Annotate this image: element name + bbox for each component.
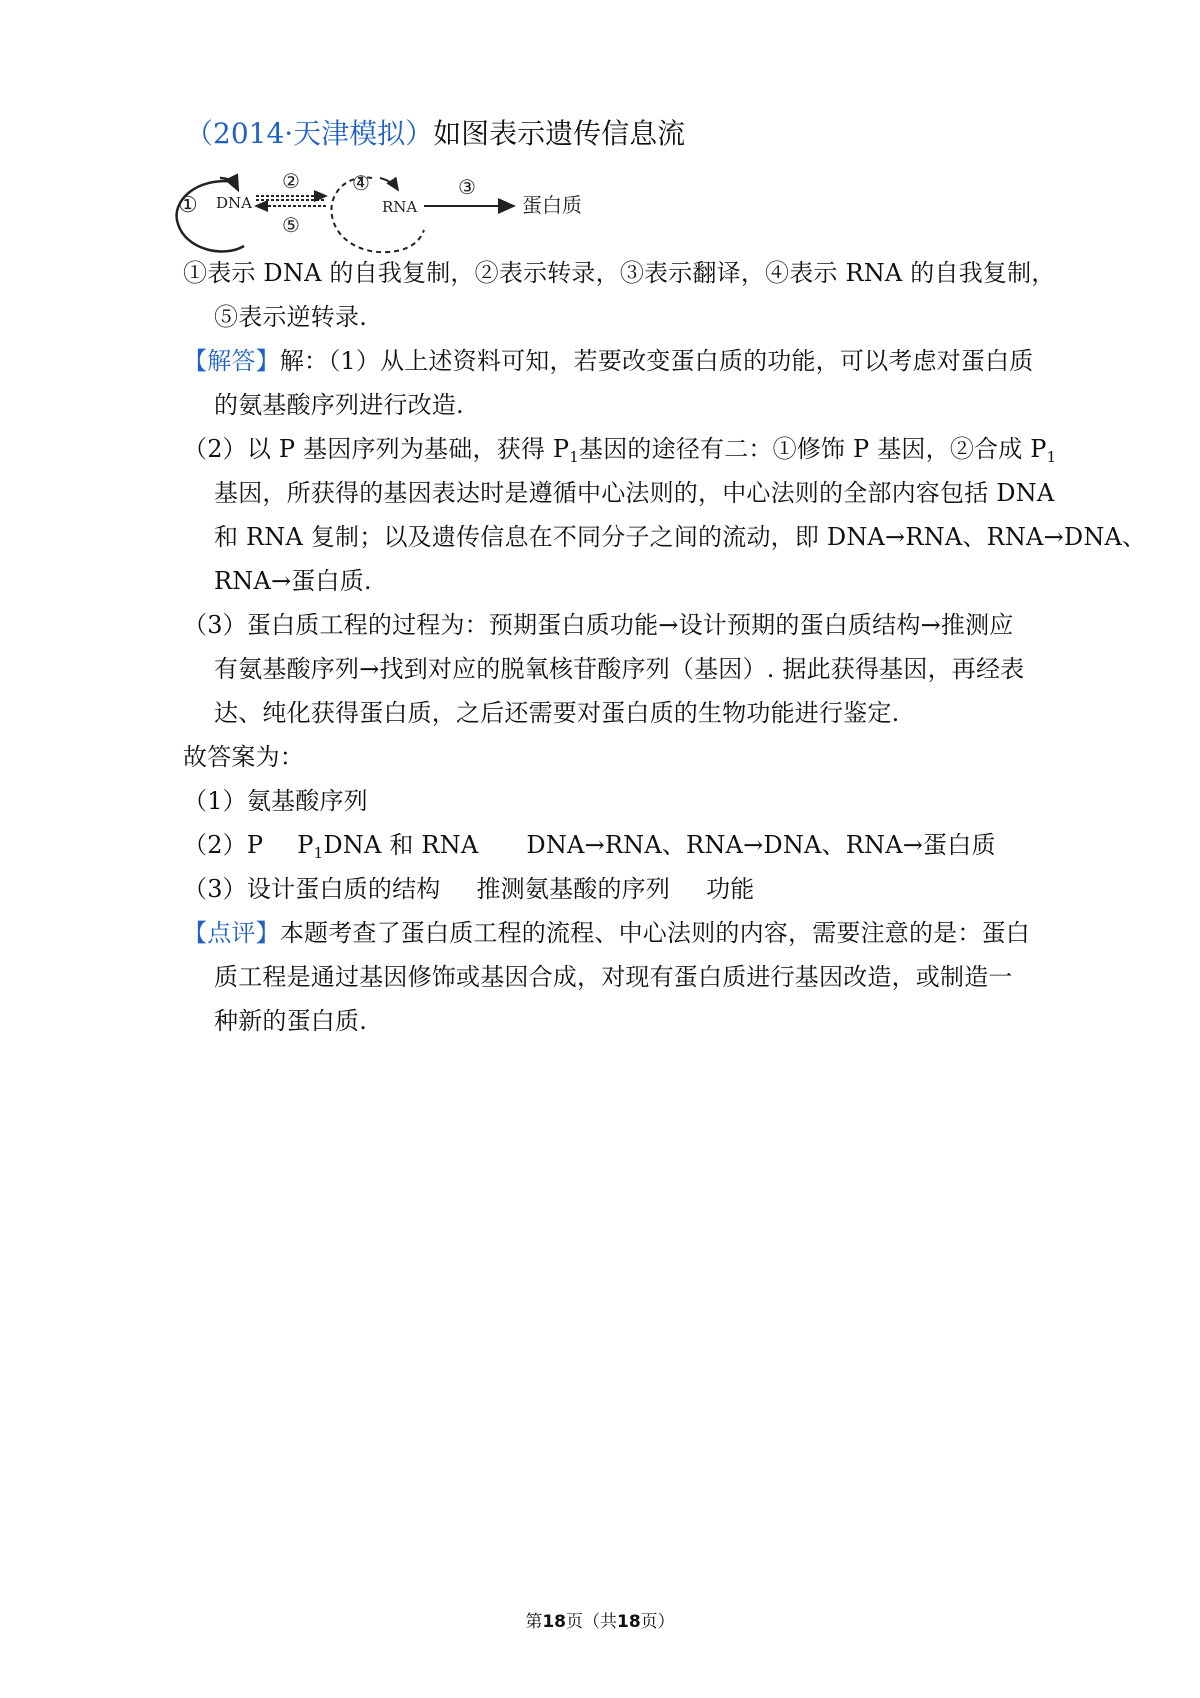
analysis-line-1: ①表示 DNA 的自我复制，②表示转录，③表示翻译，④表示 RNA 的自我复制， bbox=[183, 259, 1056, 287]
solution-p3-line-3: 达、纯化获得蛋白质，之后还需要对蛋白质的生物功能进行鉴定. bbox=[214, 699, 900, 727]
solution-p2-line-4: RNA→蛋白质. bbox=[214, 567, 372, 595]
step-2-label: ② bbox=[282, 169, 300, 193]
solution-p3-line-1: （3）蛋白质工程的过程为：预期蛋白质功能→设计预期的蛋白质结构→推测应 bbox=[183, 611, 1014, 639]
solution-p1-line-1 bbox=[183, 346, 1033, 376]
central-dogma-diagram bbox=[176, 169, 636, 272]
step-5-label: ⑤ bbox=[282, 213, 300, 237]
comment-line-2: 质工程是通过基因修饰或基因合成，对现有蛋白质进行基因改造，或制造一 bbox=[214, 963, 1013, 991]
solution-p1-line-2: 的氨基酸序列进行改造. bbox=[214, 391, 464, 419]
answer-1: （1）氨基酸序列 bbox=[183, 787, 368, 815]
answer-2: （2）P $P_1DNA$ 和 RNA DNA→RNA、RNA→DNA、RNA→蛋白质 bbox=[183, 831, 996, 862]
step-3-label: ③ bbox=[458, 175, 476, 199]
page-number: 18 bbox=[542, 1612, 566, 1632]
dna-label: DNA bbox=[216, 194, 252, 212]
solution-p2-line-2: 基因，所获得的基因表达时是遵循中心法则的，中心法则的全部内容包括 DNA bbox=[214, 479, 1055, 507]
solution-p2-line-1: （2）以 P 基因序列为基础，获得 $P_1$基因的途径有二：①修饰 P 基因，②合成 $P_1$ bbox=[183, 435, 1057, 466]
source-tag: （2014·天津模拟） bbox=[185, 117, 434, 150]
solution-p2-line-3: 和 RNA 复制；以及遗传信息在不同分子之间的流动，即 DNA→RNA、RNA→DNA、 bbox=[214, 523, 1147, 551]
solution-p3-line-2: 有氨基酸序列→找到对应的脱氧核苷酸序列（基因）. 据此获得基因，再经表 bbox=[214, 655, 1025, 683]
step-4-label: ④ bbox=[352, 171, 370, 195]
comment-line-3: 种新的蛋白质. bbox=[214, 1007, 368, 1035]
solution-tag: 【解答】 bbox=[183, 347, 280, 375]
step-1-label: ① bbox=[178, 193, 198, 218]
page-footer: 第18页（共18页） bbox=[525, 1612, 675, 1632]
answer-heading: 故答案为： bbox=[183, 743, 304, 771]
comment-tag: 【点评】 bbox=[183, 919, 280, 947]
protein-label: 蛋白质 bbox=[522, 193, 582, 217]
answer-3: （3）设计蛋白质的结构 推测氨基酸的序列 功能 bbox=[183, 875, 755, 903]
analysis-line-2: ⑤表示逆转录. bbox=[214, 303, 368, 331]
question-fragment: 如图表示遗传信息流 bbox=[433, 117, 686, 150]
comment-line-1: 【点评】本题考查了蛋白质工程的流程、中心法则的内容，需要注意的是：蛋白 bbox=[183, 919, 1031, 947]
solution-p1-text: 解：（1）从上述资料可知，若要改变蛋白质的功能，可以考虑对蛋白质 bbox=[279, 347, 1034, 375]
cut-off-question-line bbox=[185, 117, 686, 166]
rna-label: RNA bbox=[382, 198, 418, 216]
page-total: 18 bbox=[617, 1612, 641, 1632]
